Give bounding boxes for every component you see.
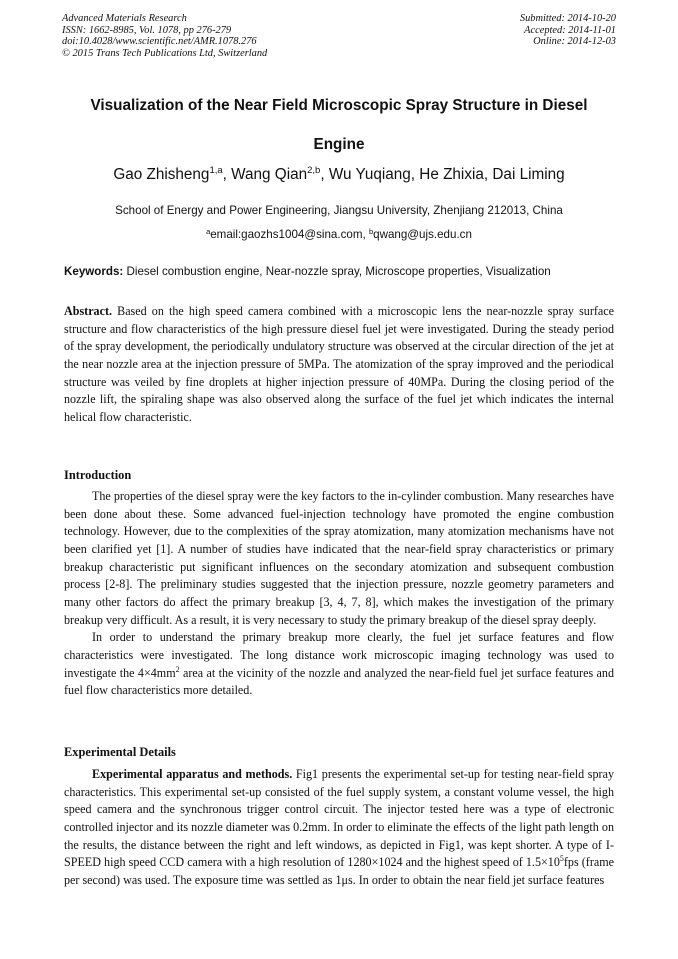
introduction-paragraph-1: The properties of the diesel spray were the key factors to the in-cylinder combustion. Many researches have been done about these. Some advanced fuel-injection technology have promoted the engine combustion technology. However, due to the complexities of the spray atomization, many atomization mechanisms have not been clarified yet [1]. A number of studies have indicated that the near-field spray characteristics or primary breakup characteristic put significant influences on the secondary atomization and subsequent combustion process [2-8]. The preliminary studies suggested that the injection pressure, nozzle geometry parameters and many other factors do affect the primary breakup [3, 4, 7, 8], which makes the investigation of the primary breakup very difficult. As a result, it is very necessary to study the primary breakup of the diesel spray deeply. [64,489,614,627]
issn-line: ISSN: 1662-8985, Vol. 1078, pp 276-279 [62,24,232,36]
copyright-line: © 2015 Trans Tech Publications Ltd, Switzerland [62,47,268,59]
author-2-affil: 2,b [307,165,321,176]
keywords [64,264,638,279]
author-1-affil: 1,a [209,165,223,176]
intro-p2-text: In order to understand the primary breakup more clearly, the fuel jet surface features and flow characteristics were investigated. The long distance work microscopic imaging technology was used to investigate the 4×4mm [64,630,614,680]
title-line-1: Visualization of the Near Field Microscopic Spray Structure in Diesel [90,97,588,114]
other-authors: , Wu Yuqiang, He Zhixia, Dai Liming [320,166,565,183]
abstract-paragraph [64,303,614,427]
header-right [520,13,616,48]
keywords-label: Keywords: [64,265,124,278]
intro-p2-superscript: 2 [175,664,180,674]
author-1: Gao Zhisheng [113,166,210,183]
paper-title [40,86,638,164]
affiliation: School of Energy and Power Engineering, Jiangsu University, Zhenjiang 212013, China [115,204,563,217]
abstract-text: Based on the high speed camera combined with a microscopic lens the near-nozzle spray surface structure and flow characteristics of the high pressure diesel fuel jet were investigated. During the steady period of the spray development, the periodically undulatory structure was observed at the circular direction of the jet at the near nozzle area at the injection pressure of 5MPa. The atomization of the spray improved and the periodical structure was veiled by fine droplets at higher injection pressure of 40MPa. During the closing period of the nozzle lift, the spiraling shape was also observed along the surface of the fuel jet which indicates the internal helical flow characteristic. [64,304,614,424]
introduction-paragraph-2 [64,629,614,700]
experimental-subheading: Experimental apparatus and methods. [92,767,293,781]
email-a-marker: a [206,227,211,236]
email-b: qwang@ujs.edu.cn [373,228,472,241]
experimental-body [64,766,614,890]
experimental-heading: Experimental Details [64,745,176,759]
email-a: email:gaozhs1004@sina.com, [210,228,369,241]
submitted-date: Submitted: 2014-10-20 [519,13,616,24]
exp-p1-superscript: 5 [559,854,564,864]
introduction-body [64,488,614,700]
abstract [64,303,614,427]
exp-p1-text-end: fps (frame per second) was used. The exposure time was settled as 1μs. In order to obtain the near field jet surface features [64,855,614,887]
email-line [40,227,638,242]
title-line-2: Engine [313,136,365,153]
intro-p2-text-end: area at the vicinity of the nozzle and analyzed the near-field fuel jet surface features and fuel flow characteristics more detailed. [64,665,614,698]
abstract-label: Abstract. [64,304,113,318]
doi-line: doi:10.4028/www.scientific.net/AMR.1078.276 [62,36,257,48]
author-list [40,165,638,185]
keywords-text: Diesel combustion engine, Near-nozzle spray, Microscope properties, Visualization [123,265,551,278]
header-left [62,13,267,59]
exp-p1-text: Fig1 presents the experimental set-up for testing near-field spray characteristics. This experimental set-up consisted of the fuel supply system, a constant volume vessel, the high speed camera and the synchronous trigger control circuit. The injector tested here was a type of electronic controlled injector and its nozzle diameter was 0.2mm. In order to eliminate the effects of the light path length on the results, the distance between the right and left windows, as depicted in Fig1, was kept shorter. A type of I-SPEED high speed CCD camera with a high resolution of 1280×1024 and the highest speed of 1.5×10 [64,767,615,870]
experimental-paragraph-1 [64,766,614,890]
journal-name: Advanced Materials Research [62,13,187,24]
accepted-date: Accepted: 2014-11-01 [524,24,616,36]
introduction-heading: Introduction [64,468,132,482]
online-date: Online: 2014-12-03 [533,36,616,48]
author-2: Wang Qian [231,166,308,183]
email-b-marker: b [368,227,374,236]
author-separator: , [222,166,232,183]
